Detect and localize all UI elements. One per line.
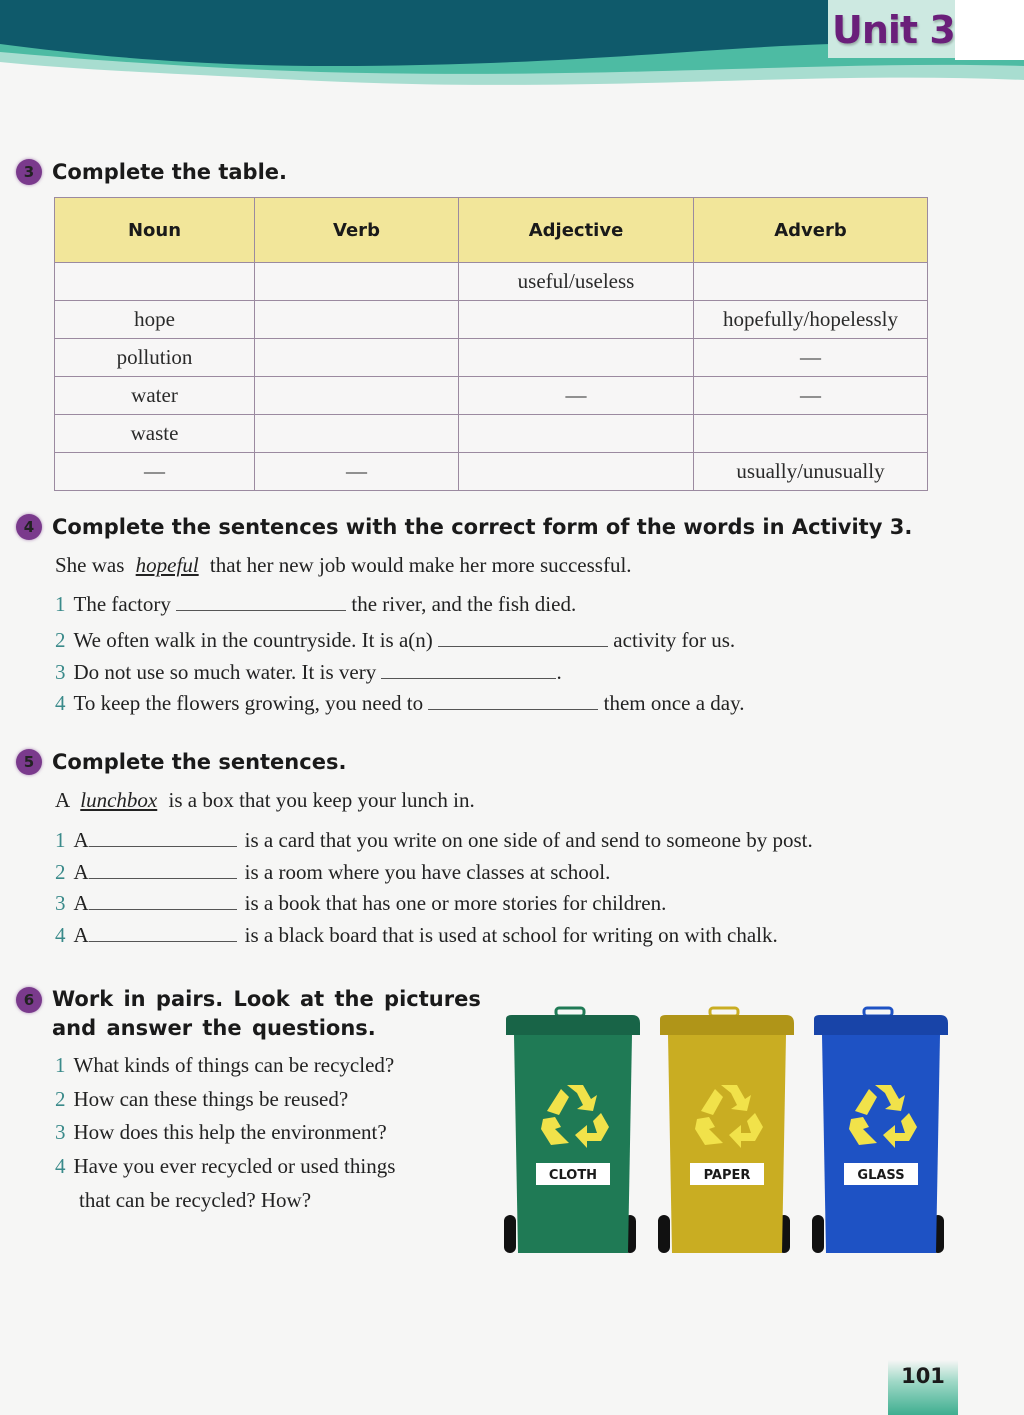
table-cell[interactable]	[255, 339, 459, 377]
item-number: 2	[55, 1087, 66, 1111]
table-row	[55, 377, 928, 415]
example-sentence	[55, 788, 475, 813]
answer-blank[interactable]	[89, 923, 237, 942]
item-number: 4	[55, 1154, 66, 1178]
table-cell[interactable]	[255, 415, 459, 453]
unit-title: Unit 3	[832, 8, 955, 52]
sentence-text: A	[55, 788, 70, 812]
table-cell: waste	[55, 415, 255, 453]
bin-paper	[658, 1008, 794, 1253]
bin-lid	[814, 1015, 948, 1035]
bin-handle	[710, 1008, 738, 1016]
answer-blank[interactable]	[176, 592, 346, 611]
question-text: How can these things be reused?	[73, 1087, 349, 1111]
recycling-bins-illustration	[500, 1005, 960, 1260]
item-number: 1	[55, 1053, 66, 1077]
sentence-text: is a card that you write on one side of and send to someone by post.	[244, 828, 813, 852]
corner-blank	[955, 0, 1024, 60]
bin-cloth	[504, 1008, 640, 1253]
activity-3-heading	[16, 159, 287, 185]
item-number: 1	[55, 592, 66, 616]
exercise-item	[55, 828, 813, 853]
answer-blank[interactable]	[89, 860, 237, 879]
table-cell: hopefully/hopelessly	[694, 301, 928, 339]
sentence-text: She was	[55, 553, 125, 577]
activity-title: Complete the sentences with the correct form of the words in Activity 3.	[52, 515, 913, 539]
bin-body	[514, 1035, 632, 1253]
column-header-adverb: Adverb	[694, 198, 928, 263]
column-header-noun: Noun	[55, 198, 255, 263]
activity-5-heading	[16, 749, 346, 775]
table-row	[55, 453, 928, 491]
bin-handle	[864, 1008, 892, 1016]
table-cell: —	[694, 377, 928, 415]
question-continuation: that can be recycled? How?	[79, 1188, 312, 1212]
bin-body	[822, 1035, 940, 1253]
question-text: What kinds of things can be recycled?	[73, 1053, 395, 1077]
item-number: 2	[55, 628, 66, 652]
item-number: 2	[55, 860, 66, 884]
sentence-text: A	[73, 891, 89, 915]
exercise-item	[55, 923, 778, 948]
item-number: 3	[55, 891, 66, 915]
item-number: 1	[55, 828, 66, 852]
sentence-text: A	[73, 923, 89, 947]
activity-4-heading	[16, 514, 912, 540]
sentence-text: is a box that you keep your lunch in.	[168, 788, 475, 812]
bin-label: GLASS	[857, 1168, 905, 1183]
activity-number-badge: 4	[16, 514, 42, 540]
activity-title: Complete the table.	[52, 160, 287, 184]
answer-blank[interactable]	[438, 628, 608, 647]
answer-blank[interactable]	[89, 828, 237, 847]
sentence-text: is a book that has one or more stories for children.	[244, 891, 667, 915]
sentence-text: is a room where you have classes at school.	[244, 860, 611, 884]
bin-body	[668, 1035, 786, 1253]
question-item	[55, 1154, 395, 1179]
sentence-text: A	[73, 828, 89, 852]
example-sentence	[55, 553, 632, 578]
sentence-text: .	[556, 660, 562, 684]
table-cell: useful/useless	[459, 263, 694, 301]
item-number: 4	[55, 691, 66, 715]
wheel-icon	[812, 1215, 824, 1253]
table-cell: —	[55, 453, 255, 491]
table-cell: —	[694, 339, 928, 377]
exercise-item	[55, 660, 562, 685]
example-answer: hopeful	[135, 553, 199, 577]
table-cell[interactable]	[255, 263, 459, 301]
table-cell[interactable]	[694, 263, 928, 301]
sentence-text: activity for us.	[613, 628, 736, 652]
bin-label: CLOTH	[548, 1168, 598, 1183]
activity-number-badge: 3	[16, 159, 42, 185]
answer-blank[interactable]	[89, 891, 237, 910]
item-number: 3	[55, 660, 66, 684]
sentence-text: To keep the flowers growing, you need to	[73, 691, 424, 715]
table-cell[interactable]	[459, 301, 694, 339]
table-cell[interactable]	[255, 301, 459, 339]
table-cell[interactable]	[55, 263, 255, 301]
table-cell[interactable]	[459, 415, 694, 453]
table-cell: hope	[55, 301, 255, 339]
table-cell: pollution	[55, 339, 255, 377]
activity-6-heading	[16, 985, 481, 1043]
column-header-verb: Verb	[255, 198, 459, 263]
bin-handle	[556, 1008, 584, 1016]
question-item	[55, 1120, 387, 1145]
table-cell: —	[459, 377, 694, 415]
sentence-text: We often walk in the countryside. It is a(n)	[73, 628, 433, 652]
table-row	[55, 339, 928, 377]
example-answer: lunchbox	[80, 788, 158, 812]
exercise-item	[55, 628, 735, 653]
table-cell: water	[55, 377, 255, 415]
exercise-item	[55, 860, 610, 885]
column-header-adjective: Adjective	[459, 198, 694, 263]
activity-number-badge: 6	[16, 987, 42, 1013]
question-item	[55, 1053, 394, 1078]
sentence-text: Do not use so much water. It is very	[73, 660, 377, 684]
table-cell: —	[255, 453, 459, 491]
item-number: 4	[55, 923, 66, 947]
table-cell[interactable]	[459, 453, 694, 491]
table-cell[interactable]	[459, 339, 694, 377]
activity-number-badge: 5	[16, 749, 42, 775]
table-row	[55, 301, 928, 339]
activity-title: Work in pairs. Look at the pictures	[52, 987, 481, 1011]
table-row	[55, 415, 928, 453]
table-cell[interactable]	[255, 377, 459, 415]
exercise-item	[55, 691, 745, 716]
exercise-item	[55, 891, 666, 916]
sentence-text: A	[73, 860, 89, 884]
bin-lid	[506, 1015, 640, 1035]
page-number: 101	[901, 1364, 945, 1388]
page-number-tab	[888, 1360, 958, 1415]
table-cell: usually/unusually	[694, 453, 928, 491]
sentence-text: that her new job would make her more successful.	[209, 553, 632, 577]
wheel-icon	[504, 1215, 516, 1253]
sentence-text: The factory	[73, 592, 171, 616]
question-text: Have you ever recycled or used things	[73, 1154, 396, 1178]
sentence-text: them once a day.	[603, 691, 745, 715]
activity-title: and answer the questions.	[52, 1016, 376, 1040]
table-cell[interactable]	[694, 415, 928, 453]
table-row	[55, 263, 928, 301]
bin-label: PAPER	[703, 1168, 751, 1183]
answer-blank[interactable]	[428, 691, 598, 710]
bin-glass	[812, 1008, 948, 1253]
table-header-row	[55, 198, 928, 263]
wheel-icon	[658, 1215, 670, 1253]
bin-lid	[660, 1015, 794, 1035]
answer-blank[interactable]	[381, 660, 556, 679]
sentence-text: is a black board that is used at school for writing on with chalk.	[244, 923, 778, 947]
question-item	[55, 1087, 348, 1112]
sentence-text: the river, and the fish died.	[351, 592, 577, 616]
item-number: 3	[55, 1120, 66, 1144]
word-forms-table	[54, 197, 928, 491]
activity-title: Complete the sentences.	[52, 750, 347, 774]
question-text: How does this help the environment?	[73, 1120, 387, 1144]
exercise-item	[55, 592, 576, 617]
